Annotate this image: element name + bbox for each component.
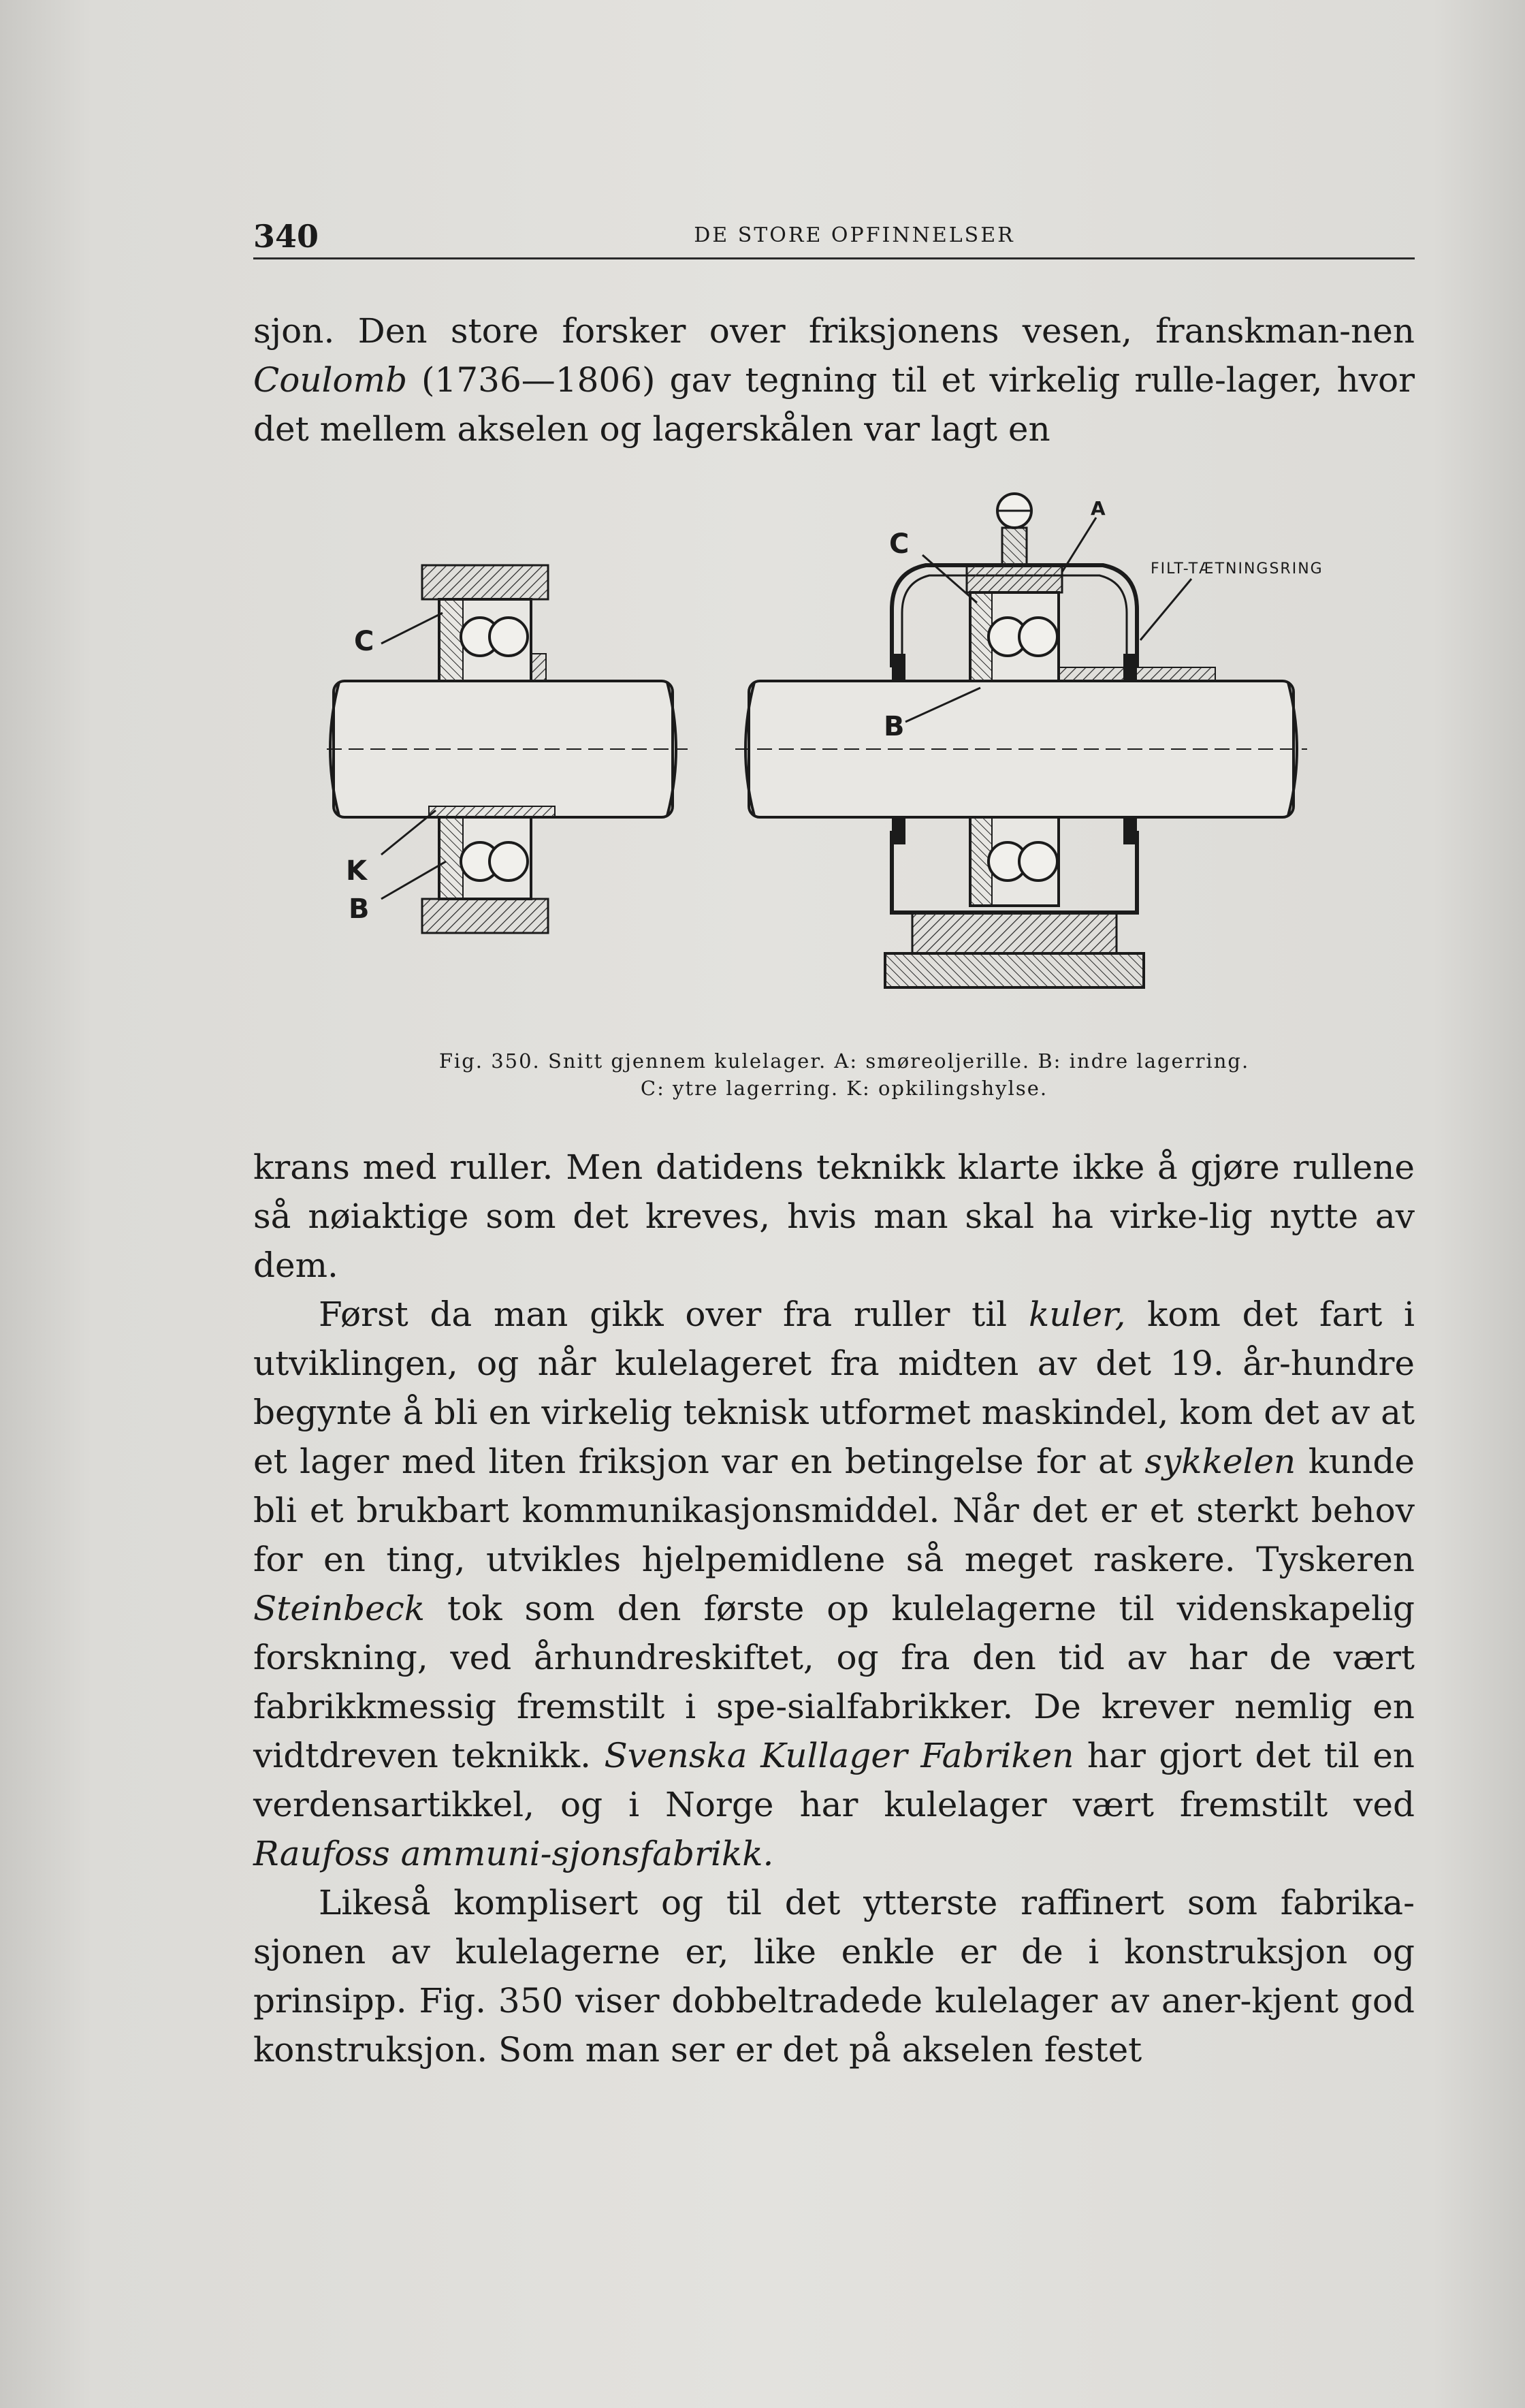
- text-run: tok som den første op kulelagerne til videnskapelig forskning, ved århundreskiftet, og fra den tid av har de vært fabrikkmessig fremstilt i spe-sialfabrikker. De krever nemlig en vidtdreven teknikk.: [253, 1589, 1415, 1775]
- ball: [1019, 842, 1057, 881]
- label-filt-taetningsring: FILT-TÆTNINGSRING: [1151, 560, 1323, 577]
- label-a: A: [1091, 497, 1107, 520]
- text-run: nen: [1351, 311, 1415, 351]
- italic-name-coulomb: Coulomb: [253, 360, 408, 400]
- italic-raufoss: Raufoss ammuni-sjonsfabrikk.: [253, 1834, 774, 1873]
- ball: [1019, 618, 1057, 656]
- caption-line-1: Fig. 350. Snitt gjennem kulelager. A: smøreoljerille. B: indre lagerring.: [438, 1049, 1250, 1073]
- ball: [489, 618, 528, 656]
- figure-caption: [320, 1047, 1368, 1102]
- text-run: kunde bli et brukbart kommunikasjonsmiddel. Når det er et sterkt behov for en ting, utvikles hjelpemidlene så meget raskere. Tyskeren: [253, 1442, 1415, 1579]
- ball: [489, 842, 528, 881]
- text-run: kom det fart i utviklingen, og når kulelageret fra midten av det 19. år-hundre begynte å bli en virkelig teknisk utformet maskindel, kom det av at et lager med liten friksjon var en betingelse for at: [253, 1295, 1415, 1481]
- paragraph-3: Likeså komplisert og til det ytterste raffinert som fabrika-sjonen av kulelagerne er, like enkle er de i konstruksjon og prinsipp. Fig. 350 viser dobbeltradede kulelager av aner-kjent god konstruksjon. Som man ser er det på akselen festet: [253, 1883, 1415, 2070]
- page-header: [253, 217, 1415, 259]
- text-run: har gjort det til en verdensartikkel, og i Norge har kulelager vært fremstilt ved: [253, 1736, 1415, 1824]
- left-bearing: [327, 565, 688, 933]
- label-c-left: C: [354, 626, 374, 657]
- label-b-left: B: [349, 893, 370, 925]
- text-run: Først da man gikk over fra ruller til: [319, 1295, 1029, 1334]
- label-c-right: C: [889, 528, 910, 560]
- page-number: 340: [253, 218, 319, 255]
- text-run: (1736—1806) gav tegning til et virkelig rulle-lager, hvor det mellem akselen og lagerskålen var lagt en: [253, 360, 1415, 449]
- housing-base: [885, 953, 1144, 987]
- text-run: sjon. Den store forsker over friksjonens vesen, franskman-: [253, 311, 1351, 351]
- paragraph-2: [253, 1290, 1415, 1878]
- caption-line-2: C: ytre lagerring. K: opkilingshylse.: [640, 1077, 1048, 1100]
- body-text: [253, 1143, 1415, 2074]
- right-bearing: [735, 494, 1323, 987]
- paragraph-top: [253, 306, 1415, 454]
- paragraph-1: krans med ruller. Men datidens teknikk klarte ikke å gjøre rullene så nøiaktige som det kreves, hvis man skal ha virke-lig nytte av dem.: [253, 1147, 1415, 1285]
- italic-sykkelen: sykkelen: [1144, 1442, 1296, 1481]
- italic-svenska-kullager: Svenska Kullager Fabriken: [604, 1736, 1074, 1775]
- running-head: DE STORE OPFINNELSER: [694, 223, 1015, 247]
- italic-steinbeck: Steinbeck: [253, 1589, 426, 1628]
- label-k: K: [346, 855, 367, 887]
- bearing-diagram: [300, 490, 1375, 1035]
- italic-kuler: kuler,: [1028, 1295, 1126, 1334]
- figure-350: [300, 490, 1375, 1035]
- label-b-right: B: [884, 711, 905, 742]
